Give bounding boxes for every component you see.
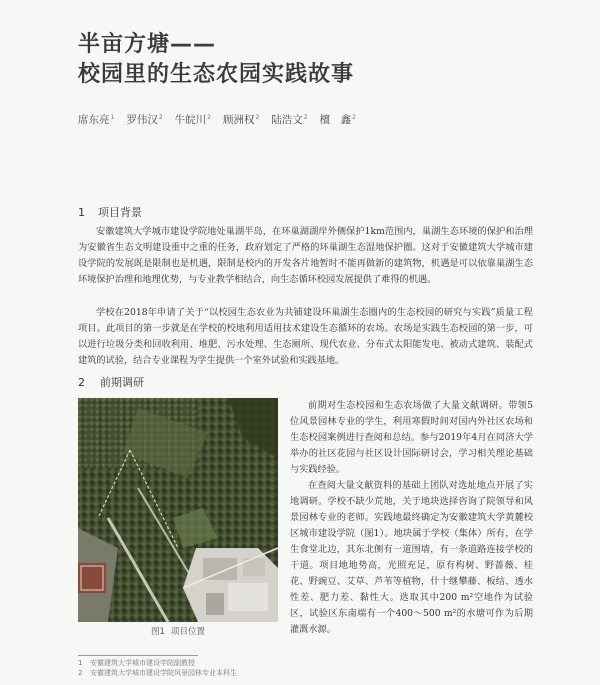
paragraph: 学校在2018年申请了关于“以校园生态农业为共铺建设环巢湖生态圈内的生态校园的研究与实践”质量工程项目。此项目的第一步就是在学校的校地利用适用技术建设生态循环的农场。农场是实践生态校园的第一步，可以进行垃圾分类和回收利用、堆肥、污水处理、生态厕所、现代农业、分布式太阳能发电、被动式建筑、装配式建筑的试验，结合专业课程为学生提供一个室外试验和实践基地。 bbox=[78, 307, 533, 366]
title-line-1: 半亩方塘—— bbox=[78, 32, 217, 57]
author: 席东亮$^1$ bbox=[78, 113, 115, 126]
author: 罗伟汉$^2$ bbox=[126, 113, 163, 126]
section-heading-background: 1 项目背景 bbox=[78, 206, 142, 219]
footnotes bbox=[78, 658, 237, 678]
author: 牛皖川$^2$ bbox=[174, 113, 211, 126]
section-heading-research: 2 前期调研 bbox=[78, 376, 144, 389]
footnote-divider bbox=[78, 655, 198, 656]
figure-caption: 图1 项目位置 bbox=[151, 627, 205, 637]
article-title bbox=[78, 30, 354, 90]
footnote: 1 安徽建筑大学城市建设学院副教授 bbox=[78, 659, 195, 667]
aerial-photo bbox=[78, 398, 278, 622]
aerial-photo-figure bbox=[78, 398, 278, 622]
paragraph: 安徽建筑大学城市建设学院地处巢湖半岛，在环巢湖湖岸外侧保护1km范围内，巢湖生态环境的保护和治理为安徽省生态文明建设重中之重的任务，政府划定了严格的环巢湖生态湿地保护圈。这对于安徽建筑大学城市建设学院的发展既是限制也是机遇，限制是校内的开发各片地暂时不能再做新的建筑物，机遇是可以依靠巢湖生态环境保护治理和地理优势，与专业教学相结合，向生态循环校园发展提供了难得的机遇。 bbox=[78, 226, 533, 285]
paragraph: 在查阅大量文献资料的基础上团队对选址地点开展了实地调研。学校不缺少荒地，关于地块选择咨询了院领导和风景园林专业的老师。实践地最终确定为安徽建筑大学黄麓校区城市建设学院（图1）。地块属于学校（集体）所有，在学生食堂北边，其东北侧有一道围墙，有一条道路连接学校的干道。项目地地势高，光照充足，原有构树、野蔷薇、桂花、野豌豆、艾草、芦苇等植物，什十继攀藤、板结、透水性差、肥力差、黏性大。选取其中200 m²空地作为试验区，试验区东南端有一个400～500 m²的水塘可作为后期灌溉水源。 bbox=[290, 480, 533, 635]
author-list bbox=[78, 112, 356, 127]
footnote: 2 安徽建筑大学城市建设学院风景园林专业本科生 bbox=[78, 669, 237, 677]
title-line-2: 校园里的生态农园实践故事 bbox=[78, 62, 355, 87]
paragraph: 前期对生态校园和生态农场做了大量文献调研。带领5位风景园林专业的学生，利用寒假时间对国内外社区农场和生态校园案例进行查阅和总结。参与2019年4月在同济大学举办的社区花园与社区设计国际研讨会，学习相关理论基础与实践经验。 bbox=[290, 400, 533, 475]
author: 檀 鑫$^2$ bbox=[319, 113, 356, 126]
author: 顾洲权$^2$ bbox=[222, 113, 260, 126]
author: 陆浩文$^2$ bbox=[271, 113, 308, 126]
